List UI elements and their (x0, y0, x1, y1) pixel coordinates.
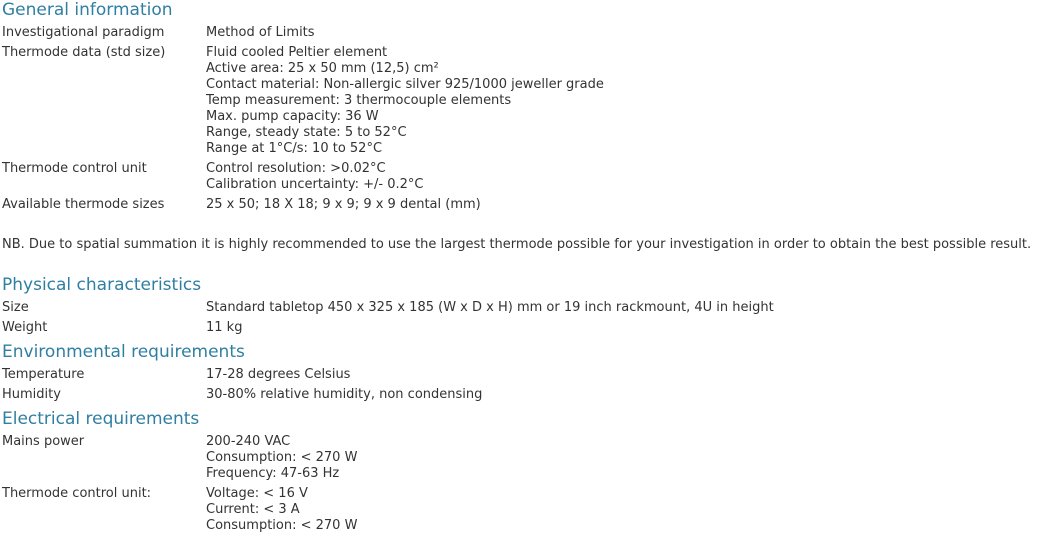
spec-label: Available thermode sizes (2, 197, 165, 212)
spec-value (206, 45, 604, 157)
spec-value-line: 200-240 VAC (206, 434, 291, 449)
general-information-heading: General information (2, 0, 173, 20)
spec-label: Investigational paradigm (2, 25, 165, 40)
spec-value-line: Range, steady state: 5 to 52°C (206, 125, 407, 140)
spec-label: Humidity (2, 387, 61, 402)
spec-value-line: Fluid cooled Peltier element (206, 45, 388, 60)
spec-label: Weight (2, 320, 48, 335)
spec-value-line: Consumption: < 270 W (206, 450, 358, 465)
spec-value-line: Active area: 25 x 50 mm (12,5) cm² (206, 61, 439, 76)
spec-value (206, 367, 350, 383)
spec-value-line: Control resolution: >0.02°C (206, 161, 386, 176)
spec-value-line: 17-28 degrees Celsius (206, 367, 351, 382)
spec-label: Size (2, 300, 29, 315)
spec-value (206, 300, 774, 316)
physical-characteristics-heading: Physical characteristics (2, 275, 202, 295)
environmental-requirements-heading: Environmental requirements (2, 342, 245, 362)
spec-value-line: Max. pump capacity: 36 W (206, 109, 379, 124)
spec-value (206, 320, 242, 336)
spec-value (206, 486, 357, 534)
spec-value-line: Temp measurement: 3 thermocouple elements (206, 93, 512, 108)
spec-value (206, 197, 481, 213)
spec-value-line: Current: < 3 A (206, 502, 300, 517)
spec-value-line: Consumption: < 270 W (206, 518, 358, 533)
spec-value-line: 11 kg (206, 320, 243, 335)
spatial-summation-note: NB. Due to spatial summation it is highly recommended to use the largest thermode possible for your investigation in order to obtain the best possible result. (2, 237, 1032, 252)
spec-value-line: Standard tabletop 450 x 325 x 185 (W x D x H) mm or 19 inch rackmount, 4U in height (206, 300, 774, 315)
spec-value-line: Range at 1°C/s: 10 to 52°C (206, 141, 383, 156)
spec-value-line: Calibration uncertainty: +/- 0.2°C (206, 177, 424, 192)
spec-value (206, 161, 423, 193)
spec-label: Mains power (2, 434, 85, 449)
spec-label: Thermode control unit: (2, 486, 152, 501)
spec-value (206, 387, 482, 403)
spec-value (206, 434, 357, 482)
spec-label: Thermode control unit (2, 161, 147, 176)
spec-label: Temperature (2, 367, 85, 382)
spec-value-line: 25 x 50; 18 X 18; 9 x 9; 9 x 9 dental (mm) (206, 197, 481, 212)
electrical-requirements-heading: Electrical requirements (2, 409, 200, 429)
spec-value (206, 25, 315, 41)
spec-value-line: 30-80% relative humidity, non condensing (206, 387, 483, 402)
spec-value-line: Method of Limits (206, 25, 315, 40)
spec-value-line: Frequency: 47-63 Hz (206, 466, 340, 481)
spec-label: Thermode data (std size) (2, 45, 166, 60)
spec-value-line: Contact material: Non-allergic silver 925/1000 jeweller grade (206, 77, 604, 92)
spec-value-line: Voltage: < 16 V (206, 486, 308, 501)
